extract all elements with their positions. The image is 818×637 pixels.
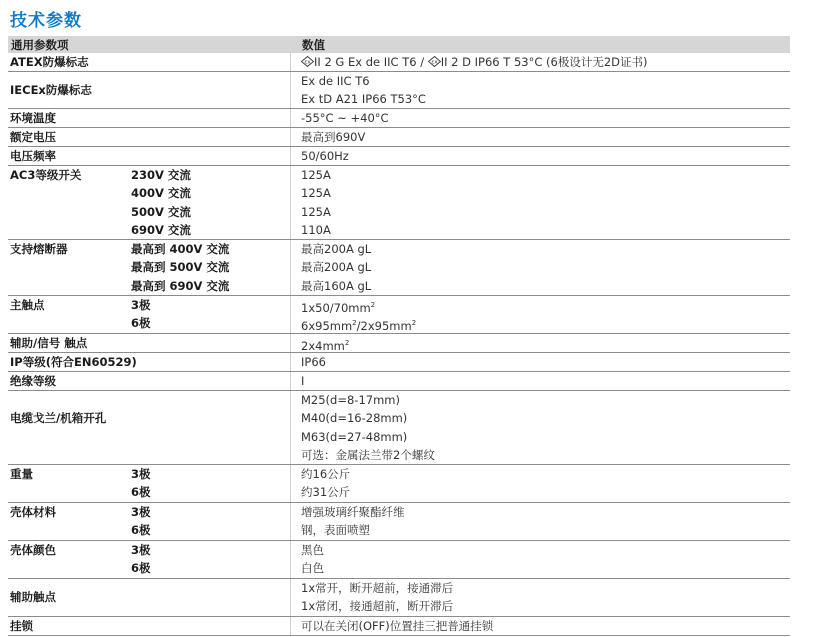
row-value: 黑色 — [301, 543, 324, 557]
ex-mark-icon — [428, 56, 441, 67]
row-value: $2x4mm^2$ — [301, 339, 350, 353]
row-value: -55°C ~ +40°C — [301, 111, 389, 125]
row-label: AC3等级开关 — [10, 168, 82, 182]
row-sublabel: 400V 交流 — [131, 186, 191, 201]
row-value: IP66 — [301, 355, 326, 369]
spec-table — [8, 53, 790, 636]
row-label: 主触点 — [10, 298, 45, 312]
row-label: 壳体材料 — [10, 505, 56, 519]
header-param: 通用参数项 — [11, 38, 69, 52]
row-value: 约16公斤 — [301, 467, 351, 481]
row-sublabel: 3极 — [131, 505, 151, 519]
row-label: ATEX防爆标志 — [10, 55, 89, 69]
page-title: 技术参数 — [10, 11, 82, 31]
table-row — [8, 334, 790, 353]
row-label: 壳体颜色 — [10, 543, 56, 557]
row-value: Ex tD A21 IP66 T53°C — [301, 92, 426, 107]
row-label: 电缆戈兰/机箱开孔 — [10, 411, 107, 425]
row-sublabel: 6极 — [131, 523, 151, 538]
svg-text:εx: εx — [304, 59, 311, 66]
table-row — [8, 617, 790, 636]
table-row — [8, 541, 790, 579]
row-value: 可选：金属法兰带2个螺纹 — [301, 447, 435, 462]
table-row — [8, 391, 790, 465]
row-sublabel: 最高到 400V 交流 — [131, 242, 230, 256]
row-sublabel: 6极 — [131, 485, 151, 500]
row-value: 最高到690V — [301, 130, 366, 144]
table-row — [8, 353, 790, 372]
row-sublabel: 6极 — [131, 316, 151, 331]
row-label: 电压频率 — [10, 149, 56, 163]
row-value: 最高160A gL — [301, 278, 372, 293]
ex-mark-icon — [301, 56, 314, 67]
row-value: 1x常闭，接通超前，断开滞后 — [301, 599, 454, 614]
row-label: 挂锁 — [10, 619, 33, 633]
table-row — [8, 147, 790, 166]
header-value: 数值 — [302, 38, 325, 52]
row-value: Ex de IIC T6 — [301, 74, 370, 88]
table-row — [8, 579, 790, 617]
table-row — [8, 240, 790, 296]
row-value: 可以在关闭(OFF)位置挂三把普通挂锁 — [301, 619, 494, 633]
row-label: 支持熔断器 — [10, 242, 68, 256]
row-label: 辅助触点 — [10, 590, 56, 604]
row-value: 50/60Hz — [301, 149, 349, 163]
row-sublabel: 3极 — [131, 543, 151, 557]
table-row — [8, 72, 790, 109]
row-label: IP等级(符合EN60529) — [10, 355, 137, 369]
table-row — [8, 53, 790, 72]
table-row — [8, 465, 790, 503]
table-row — [8, 296, 790, 334]
row-label: 绝缘等级 — [10, 374, 56, 388]
row-sublabel: 500V 交流 — [131, 204, 191, 219]
row-value: 1x常开，断开超前，接通滞后 — [301, 581, 454, 595]
row-value: $1x50/70mm^2$ — [301, 301, 376, 315]
row-label: 环境温度 — [10, 111, 56, 125]
row-value: I — [301, 374, 305, 388]
row-value: 白色 — [301, 561, 324, 576]
table-row — [8, 503, 790, 541]
row-value: $6x95mm^2/2x95mm^2$ — [301, 319, 417, 334]
row-value: M25(d=8-17mm) — [301, 393, 400, 407]
table-row — [8, 166, 790, 240]
row-sublabel: 690V 交流 — [131, 222, 191, 237]
table-row — [8, 109, 790, 128]
row-label: 额定电压 — [10, 130, 56, 144]
row-value: 110A — [301, 222, 331, 237]
row-value: 最高200A gL — [301, 260, 372, 275]
row-value: 增强玻璃纤聚酯纤维 — [301, 505, 405, 519]
row-label: IECEx防爆标志 — [10, 83, 92, 97]
row-value: M40(d=16-28mm) — [301, 411, 408, 426]
row-label: 辅助/信号 触点 — [10, 336, 88, 350]
table-row — [8, 128, 790, 147]
row-value: 最高200A gL — [301, 242, 372, 256]
row-value: 钢，表面喷塑 — [301, 523, 370, 538]
row-value: 125A — [301, 186, 331, 201]
row-sublabel: 最高到 690V 交流 — [131, 278, 230, 293]
row-value: 约31公斤 — [301, 485, 351, 500]
row-sublabel: 6极 — [131, 561, 151, 576]
row-value: M63(d=27-48mm) — [301, 429, 408, 444]
row-value: εx II 2 G Ex de IIC T6 / εx II 2 D IP66 T 53°C (6极设计无2D证书) — [301, 53, 647, 71]
table-row — [8, 372, 790, 391]
row-label: 重量 — [10, 467, 33, 481]
row-sublabel: 最高到 500V 交流 — [131, 260, 230, 275]
row-sublabel: 230V 交流 — [131, 168, 191, 182]
row-sublabel: 3极 — [131, 298, 151, 312]
svg-text:εx: εx — [431, 59, 438, 66]
row-sublabel: 3极 — [131, 467, 151, 481]
table-header — [8, 36, 790, 53]
row-value: 125A — [301, 204, 331, 219]
row-value: 125A — [301, 168, 331, 182]
